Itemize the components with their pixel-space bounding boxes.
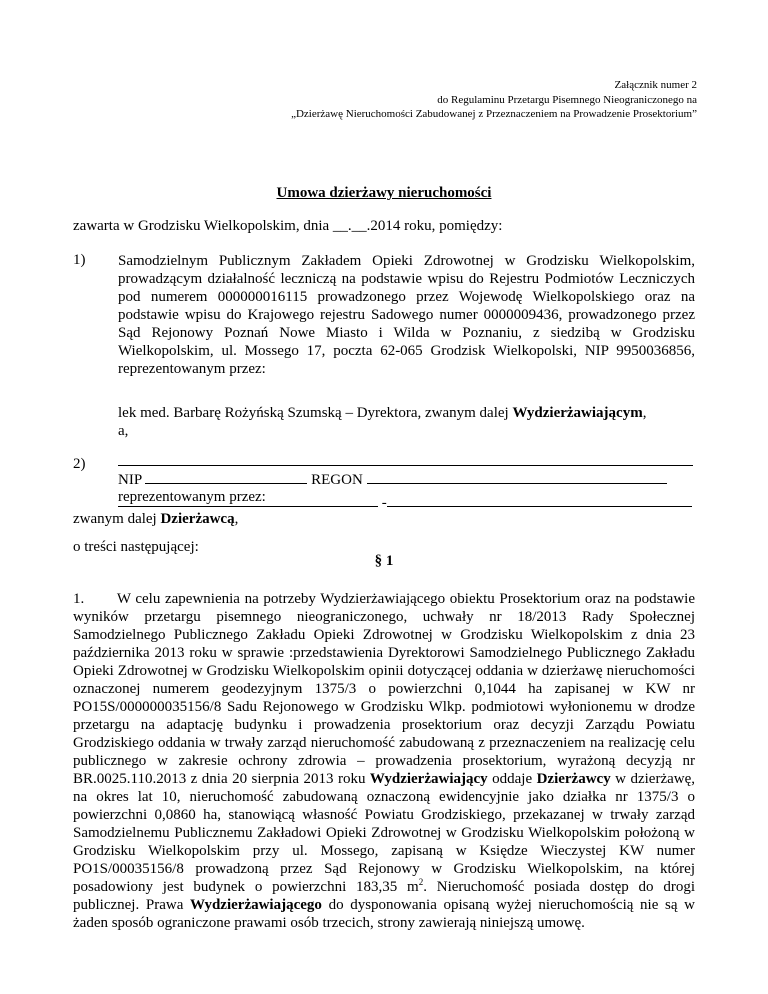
para-1-mid-1: oddaje [487, 771, 537, 787]
representative-comma: , [642, 405, 647, 421]
para-1-start: 1. W celu zapewnienia na potrzeby Wydzierżawiającego obiektu Prosektorium oraz na podstawie wyników przetargu pisemnego nieograniczonego, uchwały nr 18/2013 Rady Społecznej Samodzielnego Publicznego Zakładu Opieki Zdrowotnej w Grodzisku Wielkopolskim z dnia 23 października 2013 roku w sprawie :przedstawienia Dyrektorowi Samodzielnego Publicznego Zakładu Opieki Zdrowotnej w Grodzisku Wielkopolskim opinii dotyczącej oddania w dzierżawę nieruchomości oznaczonej numerem geodezyjnym 1375/3 o powierzchni 0,1044 ha zapisanej w KW nr PO15S/000000035156/8 Sadu Rejonowego w Grodzisku Wlkp. podmiotowi wyłonionemu w drodze przetargu na adaptację budynku i prowadzenia prosektorium oraz decyzji Zarządu Powiatu Grodziskiego oddania w trwały zarząd nieruchomość zabudowaną z przeznaczeniem na realizację celu publicznego w zakresie ochrony zdrowia – prowadzenia prosektorium, wyrażoną decyzją nr BR.0025.110.2013 z dnia 20 sierpnia 2013 roku [73, 591, 695, 787]
document-title: Umowa dzierżawy nieruchomości [276, 185, 492, 201]
content-intro: o treści następującej: [73, 539, 199, 555]
para-1-bold-landlord: Wydzierżawiający [369, 771, 488, 787]
party-2-name-blank[interactable] [118, 452, 693, 466]
called-comma: , [234, 511, 239, 527]
nip-blank[interactable] [145, 470, 307, 484]
rep-role-blank[interactable] [387, 493, 692, 507]
section-1-heading: § 1 [374, 553, 394, 569]
para-1-end: do dysponowania opisaną wyżej nieruchomością nie są w żaden sposób ograniczone prawami osób trzecich, strony zawierają niniejszą umowę. [73, 897, 695, 931]
section-1-paragraph-1 [73, 590, 695, 932]
party-1-description: Samodzielnym Publicznym Zakładem Opieki Zdrowotnej w Grodzisku Wielkopolskim, prowadzącym działalność leczniczą na podstawie wpisu do Rejestru Podmiotów Leczniczych pod numerem 000000016115 prowadzonego przez Wojewodę Wielkopolskiego oraz na podstawie wpisu do Krajowego rejestru Sadowego numer 0000009436, prowadzonego przez Sąd Rejonowy Poznań Nowe Miasto i Wilda w Poznaniu, z siedzibą w Grodzisku Wielkopolskim, ul. Mossego 17, poczta 62-065 Grodzisk Wielkopolski, NIP 9950036856, reprezentowanym przez: [118, 253, 695, 377]
nip-label: NIP [118, 472, 142, 488]
party-2-called [73, 510, 695, 528]
tenant-term: Dzierżawcą [160, 511, 235, 527]
para-1-mid-3: . Nieruchomość posiada dostęp do drogi publicznej. Prawa [73, 879, 695, 913]
representative-text: lek med. Barbarę Rożyńską Szumską – Dyrektora, zwanym dalej [118, 405, 513, 421]
regon-label: REGON [311, 472, 363, 488]
para-1-bold-landlord-genitive: Wydzierżawiającego [190, 897, 322, 913]
party-1-representative [118, 404, 695, 440]
para-1-mid-2: w dzierżawę, na okres lat 10, nieruchomość zabudowaną oznaczoną ewidencyjnie jako działka nr 1375/3 o powierzchni 0,0860 ha, stanowiącą własność Powiatu Grodziskiego, przekazanej w trwały zarząd Samodzielnemu Publicznemu Zakładowi Opieki Zdrowotnej w Grodzisku Wielkopolskim położoną w Grodzisku Wielkopolskim przy ul. Mossego, zapisaną w Księdze Wieczystej KW numer PO1S/00035156/8 prowadzoną przez Sąd Rejonowy w Grodzisku Wielkopolskim, na której posadowiony jest budynek o powierzchni 183,35 m [73, 771, 695, 895]
regon-blank[interactable] [367, 470, 667, 484]
rep-dash: - [381, 495, 387, 511]
called-text: zwanym dalej [73, 511, 161, 527]
landlord-term: Wydzierżawiającym [512, 405, 643, 421]
party-2-rep-label: reprezentowanym przez: [118, 489, 266, 505]
annex-line-3: „Dzierżawę Nieruchomości Zabudowanej z Przeznaczeniem na Prowadzenie Prosektorium” [291, 108, 697, 120]
annex-note [291, 78, 697, 122]
conjunction-a: a, [118, 423, 129, 439]
annex-line-2: do Regulaminu Przetargu Pisemnego Nieograniczonego na [437, 93, 697, 106]
para-1-superscript: 2 [418, 877, 424, 887]
rep-name-blank[interactable] [118, 493, 378, 507]
para-1-bold-tenant: Dzierżawcy [536, 771, 611, 787]
intro-line: zawarta w Grodzisku Wielkopolskim, dnia __.__.2014 roku, pomiędzy: [73, 218, 503, 234]
party-2-number: 2) [73, 456, 86, 472]
annex-line-1: Załącznik numer 2 [614, 79, 697, 91]
party-1-number: 1) [73, 252, 86, 268]
